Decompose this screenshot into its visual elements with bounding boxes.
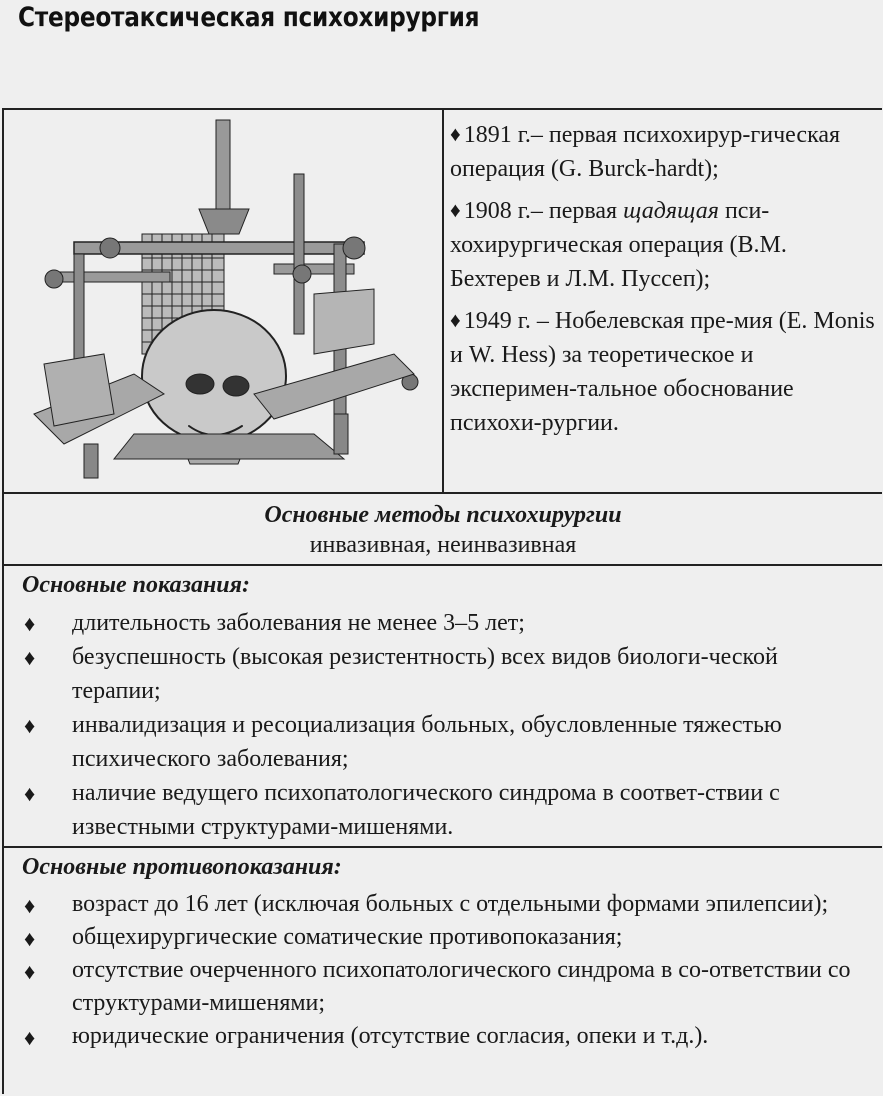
page-title: Стереотаксическая психохирургия xyxy=(18,2,480,33)
methods-heading: Основные методы психохирургии xyxy=(264,502,622,528)
content-table xyxy=(2,108,882,1094)
diamond-bullet-icon: ♦ xyxy=(450,122,461,146)
contraindications-section xyxy=(4,848,882,1096)
diamond-bullet-icon: ♦ xyxy=(24,781,36,806)
diamond-bullet-icon: ♦ xyxy=(24,713,36,738)
diamond-bullet-icon: ♦ xyxy=(24,645,36,670)
history-row xyxy=(4,110,882,494)
contraindications-list xyxy=(4,888,882,1053)
indications-section xyxy=(4,566,882,848)
diamond-bullet-icon: ♦ xyxy=(24,893,36,918)
indications-list xyxy=(4,606,882,844)
diamond-bullet-icon: ♦ xyxy=(450,198,461,222)
list-item: ♦ инвалидизация и ресоциализация больных, обусловленные тяжестью психического заболевания; xyxy=(4,708,882,776)
list-item: ♦ возраст до 16 лет (исключая больных с отдельными формами эпилепсии); xyxy=(4,888,882,921)
contraindications-heading: Основные противопоказания: xyxy=(22,854,342,880)
stereotactic-frame-illustration-icon xyxy=(14,114,434,488)
history-list xyxy=(450,118,880,448)
diamond-bullet-icon: ♦ xyxy=(24,959,36,984)
indications-heading: Основные показания: xyxy=(22,572,250,598)
methods-value: инвазивная, неинвазивная xyxy=(309,532,577,558)
diamond-bullet-icon: ♦ xyxy=(24,611,36,636)
history-item: ♦ 1949 г. – Нобелевская пре-мия (E. Monis и W. Hess) за теоретическое и эксперимен-тальное обоснование психохи-рургии. xyxy=(450,308,875,436)
list-item: ♦ наличие ведущего психопатологического синдрома в соответ-ствии с известными структурами-мишенями. xyxy=(4,776,882,844)
history-item: ♦ 1891 г.– первая психохирур-гическая операция (G. Burck-hardt); xyxy=(450,122,841,182)
list-item: ♦ длительность заболевания не менее 3–5 лет; xyxy=(4,606,882,640)
list-item: ♦ юридические ограничения (отсутствие согласия, опеки и т.д.). xyxy=(4,1020,882,1053)
list-item: ♦ общехирургические соматические противопоказания; xyxy=(4,921,882,954)
diamond-bullet-icon: ♦ xyxy=(24,1025,36,1050)
list-item: ♦ отсутствие очерченного психопатологического синдрома в со-ответствии со структурами-мишенями; xyxy=(24,957,851,1016)
diamond-bullet-icon: ♦ xyxy=(24,926,36,951)
methods-section xyxy=(4,494,882,566)
history-item: ♦ 1908 г.– первая щадящая пси-хохирургическая операция (В.М. Бехтерев и Л.М. Пуссеп); xyxy=(450,198,787,292)
list-item: ♦ безуспешность (высокая резистентность) всех видов биологи-ческой терапии; xyxy=(4,640,882,708)
diamond-bullet-icon: ♦ xyxy=(450,308,461,332)
stereotactic-frame-figure xyxy=(4,110,444,492)
